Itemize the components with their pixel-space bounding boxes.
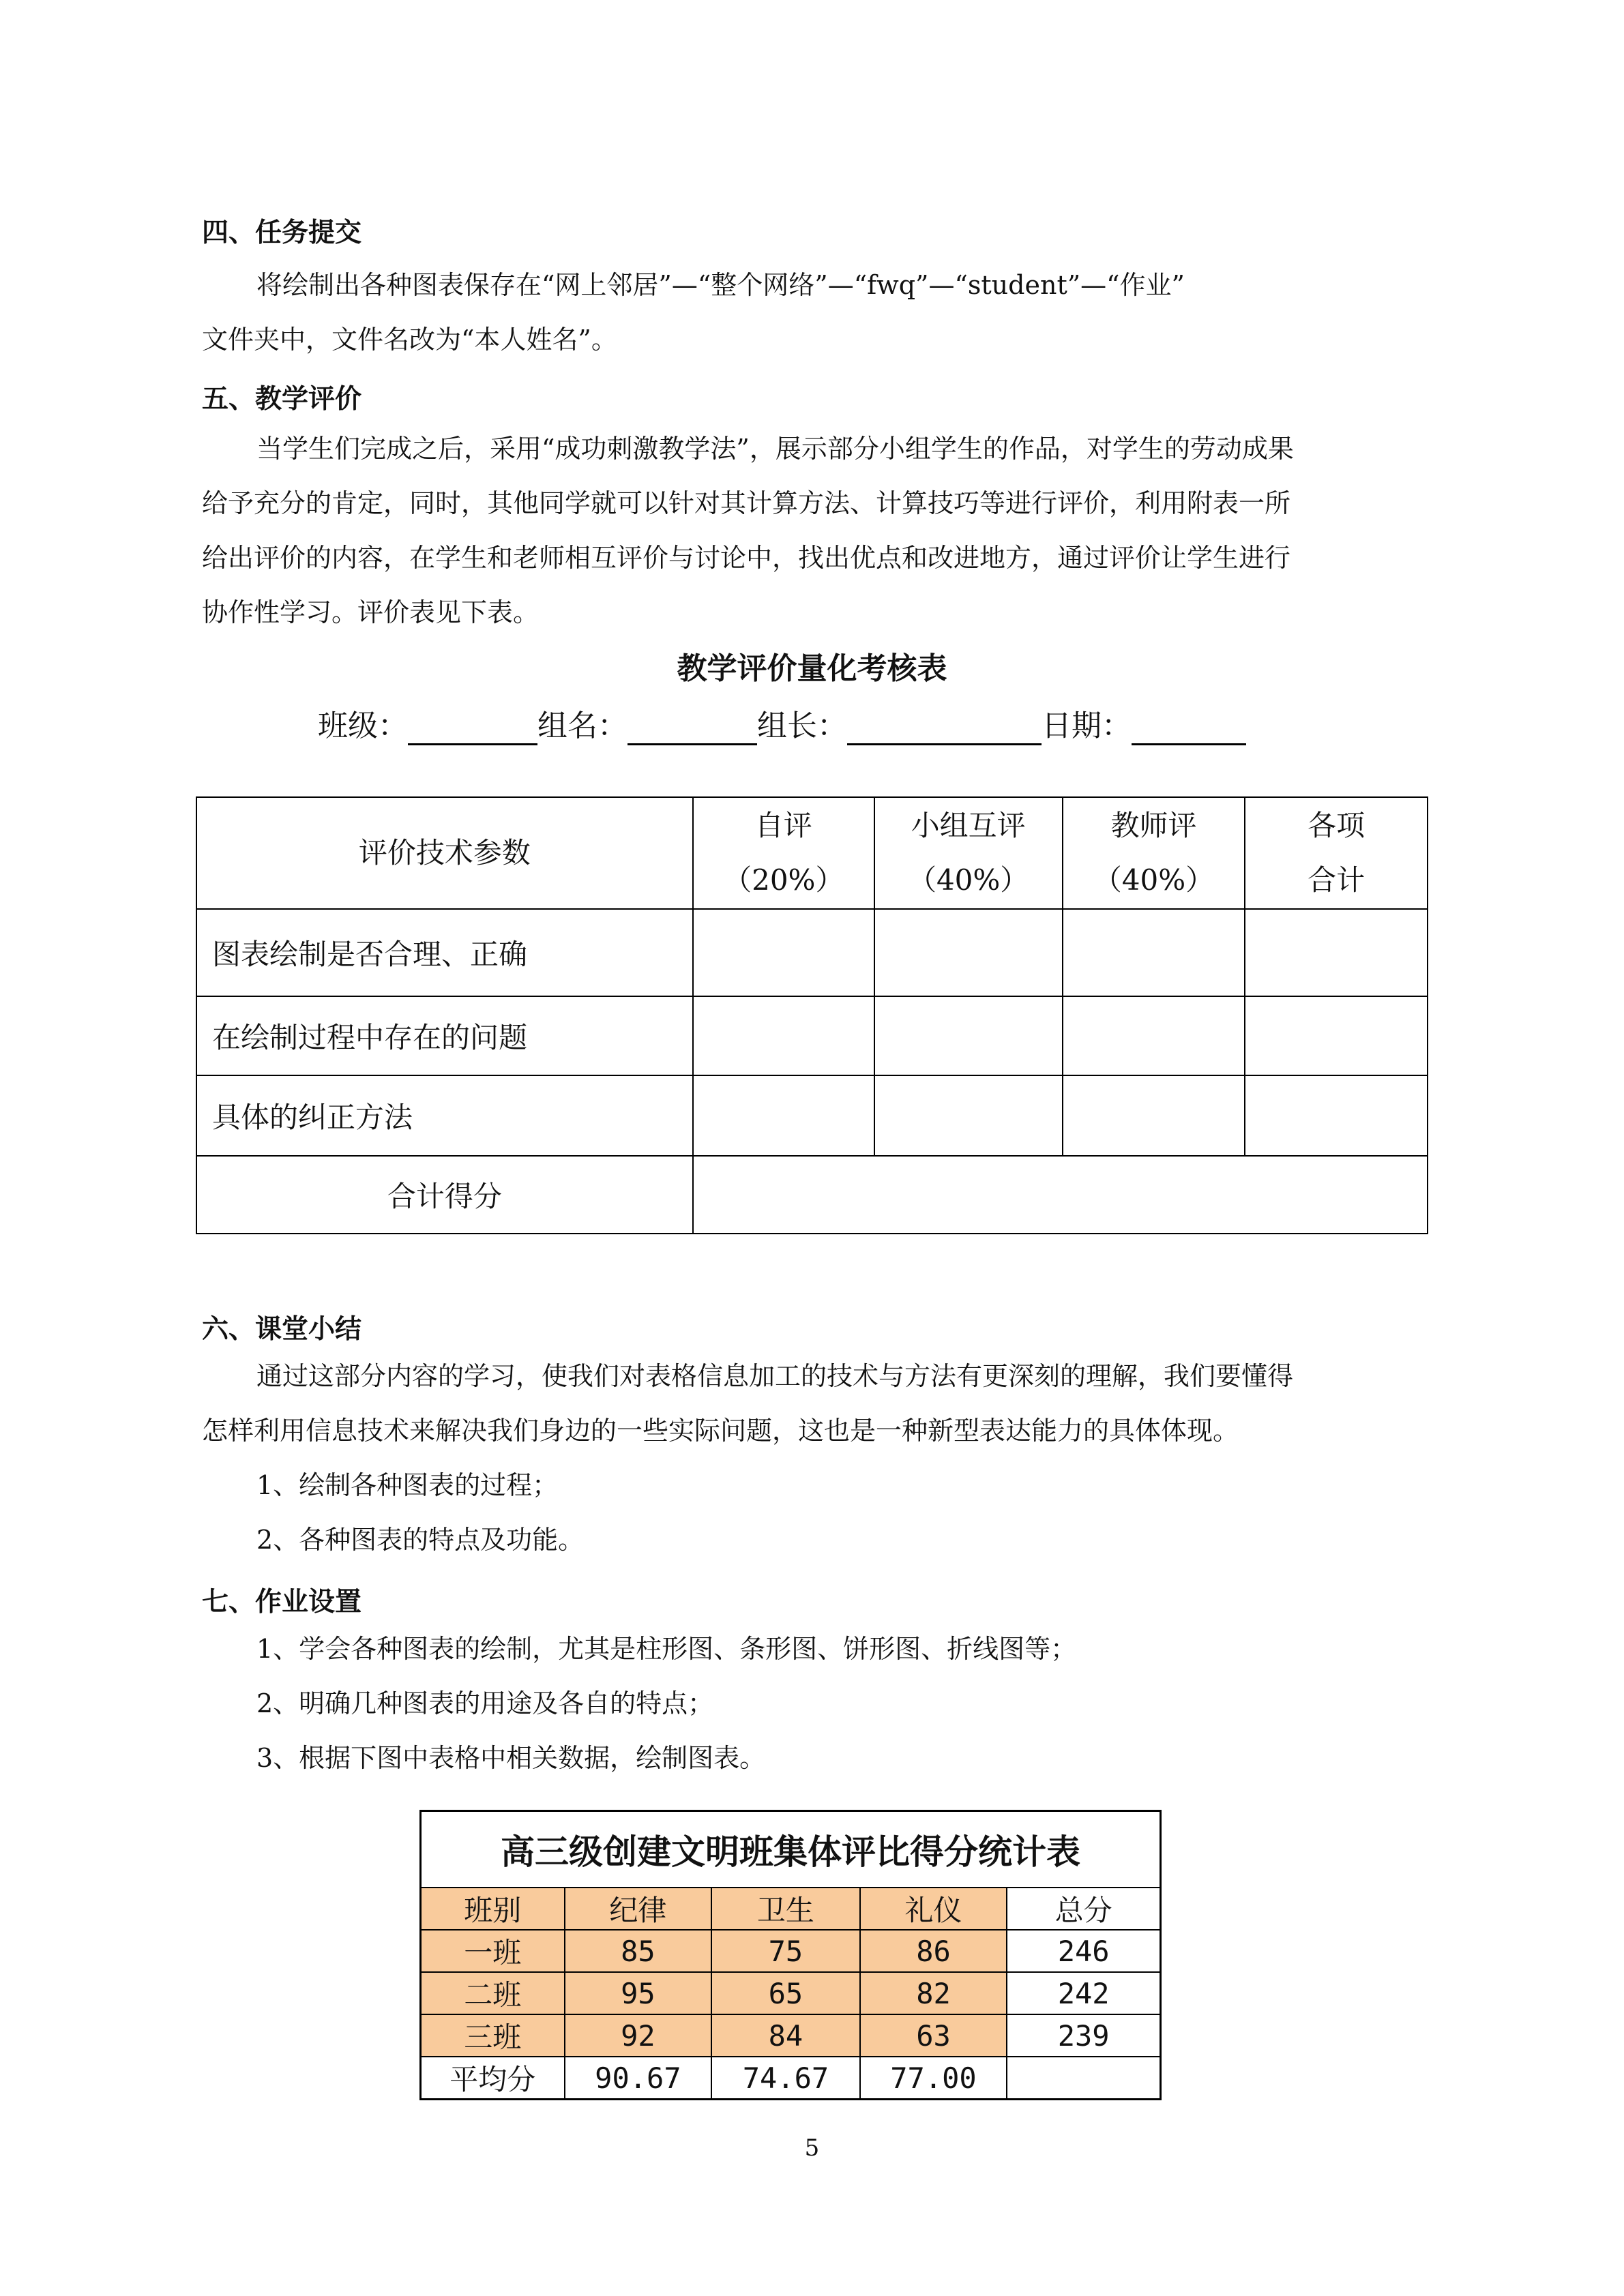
stats-header-cell: 班别 bbox=[421, 1888, 565, 1930]
eval-table bbox=[196, 796, 1428, 1234]
stats-table-title: 高三级创建文明班集体评比得分统计表 bbox=[421, 1811, 1161, 1888]
table-row bbox=[421, 2014, 1161, 2057]
header-self bbox=[693, 797, 874, 909]
header-peer-pct: （40%） bbox=[907, 863, 1029, 897]
score-cell[interactable] bbox=[1063, 1075, 1245, 1156]
eval-header-row bbox=[196, 797, 1428, 909]
total-value: 246 bbox=[1007, 1930, 1160, 1972]
form-group-label: 组名： bbox=[537, 709, 628, 743]
row-label: 具体的纠正方法 bbox=[196, 1075, 693, 1156]
form-class-blank[interactable] bbox=[408, 709, 537, 745]
header-self-pct: （20%） bbox=[723, 863, 844, 897]
section-7-item-3: 3、根据下图中表格中相关数据，绘制图表。 bbox=[256, 1743, 766, 1773]
score-value: 75 bbox=[711, 1930, 860, 1972]
section-6-item-1: 1、绘制各种图表的过程； bbox=[256, 1470, 559, 1500]
score-value: 84 bbox=[711, 2014, 860, 2057]
stats-table bbox=[419, 1810, 1162, 2100]
average-value bbox=[1007, 2057, 1160, 2100]
eval-form-line bbox=[318, 701, 1246, 745]
form-date-label: 日期： bbox=[1042, 709, 1132, 743]
section-5-para-2: 给予充分的肯定，同时，其他同学就可以针对其计算方法、计算技巧等进行评价，利用附表一所 bbox=[202, 488, 1291, 518]
table-row bbox=[421, 1930, 1161, 1972]
eval-table-title: 教学评价量化考核表 bbox=[677, 651, 947, 686]
score-cell[interactable] bbox=[1245, 1075, 1428, 1156]
sum-cell[interactable] bbox=[693, 1156, 1428, 1234]
score-cell[interactable] bbox=[693, 1075, 874, 1156]
score-cell[interactable] bbox=[1063, 909, 1245, 996]
section-5-title: 五、教学评价 bbox=[202, 384, 362, 415]
section-5-para-3: 给出评价的内容，在学生和老师相互评价与讨论中，找出优点和改进地方，通过评价让学生进行 bbox=[202, 543, 1291, 573]
section-6-title: 六、课堂小结 bbox=[202, 1314, 362, 1345]
stats-header-row bbox=[421, 1888, 1161, 1930]
score-value: 86 bbox=[860, 1930, 1007, 1972]
table-row bbox=[196, 909, 1428, 996]
sum-row bbox=[196, 1156, 1428, 1234]
section-7-item-1: 1、学会各种图表的绘制，尤其是柱形图、条形图、饼形图、折线图等； bbox=[256, 1634, 1077, 1664]
section-5-para-1: 当学生们完成之后，采用“成功刺激教学法”，展示部分小组学生的作品，对学生的劳动成果 bbox=[256, 434, 1294, 464]
header-total-line-2: 合计 bbox=[1308, 863, 1365, 897]
form-date-blank[interactable] bbox=[1132, 709, 1246, 745]
section-4-para-2: 文件夹中，文件名改为“本人姓名”。 bbox=[202, 325, 617, 355]
score-cell[interactable] bbox=[1245, 996, 1428, 1075]
header-teacher-label: 教师评 bbox=[1110, 809, 1197, 842]
section-7-item-2: 2、明确几种图表的用途及各自的特点； bbox=[256, 1688, 714, 1718]
section-6-para-1: 通过这部分内容的学习，使我们对表格信息加工的技术与方法有更深刻的理解，我们要懂得 bbox=[256, 1361, 1294, 1391]
score-value: 95 bbox=[565, 1972, 712, 2014]
score-cell[interactable] bbox=[693, 909, 874, 996]
form-leader-label: 组长： bbox=[757, 709, 847, 743]
stats-header-cell: 礼仪 bbox=[860, 1888, 1007, 1930]
score-value: 63 bbox=[860, 2014, 1007, 2057]
table-row bbox=[421, 1972, 1161, 2014]
form-leader-blank[interactable] bbox=[847, 709, 1042, 745]
section-4-para-1: 将绘制出各种图表保存在“网上邻居”—“整个网络”—“fwq”—“student”—“作业” bbox=[256, 270, 1185, 300]
score-value: 92 bbox=[565, 2014, 712, 2057]
score-cell[interactable] bbox=[874, 996, 1063, 1075]
class-name-cell: 一班 bbox=[421, 1930, 565, 1972]
section-6-para-2: 怎样利用信息技术来解决我们身边的一些实际问题，这也是一种新型表达能力的具体体现。 bbox=[202, 1416, 1239, 1446]
section-7-title: 七、作业设置 bbox=[202, 1587, 362, 1617]
section-5-para-4: 协作性学习。评价表见下表。 bbox=[202, 597, 540, 627]
average-value: 74.67 bbox=[711, 2057, 860, 2100]
score-value: 65 bbox=[711, 1972, 860, 2014]
score-value: 85 bbox=[565, 1930, 712, 1972]
total-value: 242 bbox=[1007, 1972, 1160, 2014]
header-teacher bbox=[1063, 797, 1245, 909]
class-name-cell: 三班 bbox=[421, 2014, 565, 2057]
stats-header-cell: 总分 bbox=[1007, 1888, 1160, 1930]
score-cell[interactable] bbox=[1063, 996, 1245, 1075]
form-class-label: 班级： bbox=[318, 709, 408, 743]
average-row bbox=[421, 2057, 1161, 2100]
score-cell[interactable] bbox=[874, 1075, 1063, 1156]
header-teacher-pct: （40%） bbox=[1093, 863, 1215, 897]
class-name-cell: 二班 bbox=[421, 1972, 565, 2014]
header-total-line-1: 各项 bbox=[1308, 809, 1365, 842]
row-label: 图表绘制是否合理、正确 bbox=[196, 909, 693, 996]
header-param: 评价技术参数 bbox=[196, 797, 693, 909]
form-group-blank[interactable] bbox=[628, 709, 757, 745]
header-peer bbox=[874, 797, 1063, 909]
score-value: 82 bbox=[860, 1972, 1007, 2014]
score-cell[interactable] bbox=[1245, 909, 1428, 996]
average-label: 平均分 bbox=[421, 2057, 565, 2100]
header-peer-label: 小组互评 bbox=[911, 809, 1026, 842]
section-6-item-2: 2、各种图表的特点及功能。 bbox=[256, 1525, 585, 1555]
sum-label: 合计得分 bbox=[196, 1156, 693, 1234]
score-cell[interactable] bbox=[874, 909, 1063, 996]
table-row bbox=[196, 996, 1428, 1075]
section-4-title: 四、任务提交 bbox=[202, 218, 362, 248]
row-label: 在绘制过程中存在的问题 bbox=[196, 996, 693, 1075]
average-value: 77.00 bbox=[860, 2057, 1007, 2100]
header-total bbox=[1245, 797, 1428, 909]
stats-header-cell: 卫生 bbox=[711, 1888, 860, 1930]
score-cell[interactable] bbox=[693, 996, 874, 1075]
page-number: 5 bbox=[804, 2134, 820, 2162]
table-row bbox=[196, 1075, 1428, 1156]
stats-header-cell: 纪律 bbox=[565, 1888, 712, 1930]
average-value: 90.67 bbox=[565, 2057, 712, 2100]
header-self-label: 自评 bbox=[754, 809, 812, 842]
total-value: 239 bbox=[1007, 2014, 1160, 2057]
